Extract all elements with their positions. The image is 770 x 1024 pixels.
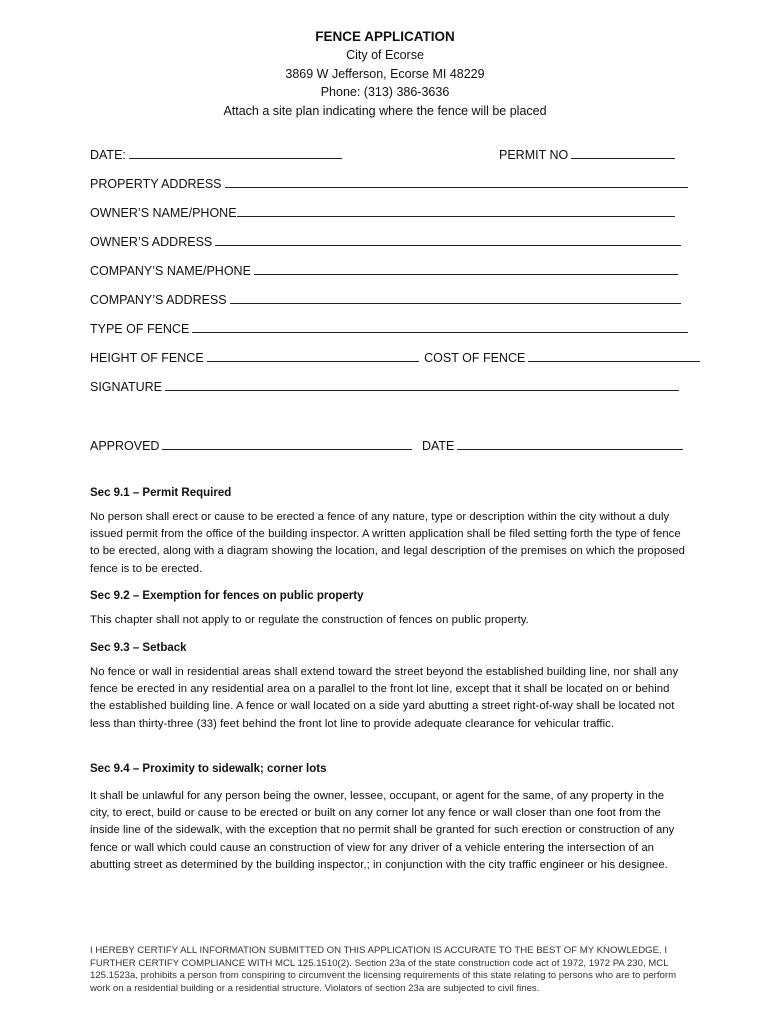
owner-name-phone-field[interactable] xyxy=(90,205,675,221)
signature-field[interactable] xyxy=(90,379,679,395)
fence-height-cost-field xyxy=(90,350,700,366)
company-address-blank[interactable] xyxy=(230,292,681,304)
owner-address-field[interactable] xyxy=(90,234,681,250)
site-plan-instruction: Attach a site plan indicating where the fence will be placed xyxy=(223,103,547,118)
permit-no-blank[interactable] xyxy=(571,147,675,159)
owner-name-phone-blank[interactable] xyxy=(237,205,675,217)
fence-type-blank[interactable] xyxy=(192,321,688,333)
owner-address-label: OWNER’S ADDRESS xyxy=(90,235,213,249)
approval-field xyxy=(90,438,683,454)
section-9-4-heading: Sec 9.4 – Proximity to sidewalk; corner lots xyxy=(90,763,327,775)
company-name-phone-field[interactable] xyxy=(90,263,678,279)
approved-label: APPROVED xyxy=(90,439,160,453)
section-9-4-body: It shall be unlawful for any person being the owner, lessee, occupant, or agent for the same, of any property in the city, to erect, build or cause to be erected or built on any corner lot any fence or wall closer than one foot from the inside line of the sidewalk, with the exception that no permit shall be granted for such erection or construction of any fence or wall which could cause an construction of view for any driver of a vehicle entering the intersection of an abutting street as determined by the building inspector,; in conjunction with the city traffic engineer or his designee. xyxy=(90,790,675,871)
fence-cost-label: COST OF FENCE xyxy=(424,351,526,365)
company-name-phone-label: COMPANY’S NAME/PHONE xyxy=(90,264,251,278)
fence-height-blank[interactable] xyxy=(207,350,419,362)
company-address-label: COMPANY’S ADDRESS xyxy=(90,293,227,307)
company-name-phone-blank[interactable] xyxy=(254,263,678,275)
property-address-field[interactable] xyxy=(90,176,688,192)
date-field[interactable] xyxy=(90,147,342,163)
document-title: FENCE APPLICATION xyxy=(315,29,455,44)
city-phone: Phone: (313) 386-3636 xyxy=(320,85,450,99)
approved-date-label: DATE xyxy=(421,439,455,453)
signature-blank[interactable] xyxy=(165,379,679,391)
section-9-1-heading: Sec 9.1 – Permit Required xyxy=(90,487,232,499)
company-address-field[interactable] xyxy=(90,292,681,308)
city-name: City of Ecorse xyxy=(346,48,424,62)
permit-no-field[interactable] xyxy=(499,147,675,163)
fence-cost-blank[interactable] xyxy=(528,350,700,362)
property-address-label: PROPERTY ADDRESS xyxy=(90,177,222,191)
permit-no-label: PERMIT NO xyxy=(499,148,569,162)
fence-height-label: HEIGHT OF FENCE xyxy=(90,351,204,365)
owner-address-blank[interactable] xyxy=(215,234,681,246)
section-9-1-body: No person shall erect or cause to be erected a fence of any nature, type or description within the city without a duly issued permit from the office of the building inspector. A written application shall be filed setting forth the type of fence to be erected, along with a diagram showing the location, and legal description of the premises on which the proposed fence is to be erected. xyxy=(90,511,685,575)
date-label: DATE: xyxy=(90,148,126,162)
property-address-blank[interactable] xyxy=(225,176,688,188)
fence-type-field[interactable] xyxy=(90,321,688,337)
city-address: 3869 W Jefferson, Ecorse MI 48229 xyxy=(285,66,485,81)
section-9-2-heading: Sec 9.2 – Exemption for fences on public property xyxy=(90,590,364,602)
signature-label: SIGNATURE xyxy=(90,380,162,394)
section-9-2-body: This chapter shall not apply to or regulate the construction of fences on public property. xyxy=(90,614,529,626)
date-blank[interactable] xyxy=(129,147,342,159)
approved-date-blank[interactable] xyxy=(457,438,683,450)
section-9-3-body: No fence or wall in residential areas shall extend toward the street beyond the established building line, nor shall any fence be erected in any residential area on a parallel to the front lot line, except that it shall be located on or behind the established building line. A fence or wall located on a side yard abutting a street right-of-way shall be located not less than thirty-three (33) feet behind the front lot line to provide adequate clearance for vehicular traffic. xyxy=(90,666,679,730)
approved-blank[interactable] xyxy=(162,438,412,450)
fence-type-label: TYPE OF FENCE xyxy=(90,322,190,336)
certification-statement: I HEREBY CERTIFY ALL INFORMATION SUBMITTED ON THIS APPLICATION IS ACCURATE TO THE BEST OF MY KNOWLEDGE. I FURTHER CERTIFY COMPLIANCE WITH MCL 125.1510(2). Section 23a of the state construction code act of 1972, 1972 PA 230, MCL 125.1523a, prohibits a person from conspiring to circumvent the licensing requirements of this state relating to persons who are to perform work on a residential building or a residential structure. Violators of section 23a are subjected to civil fines. xyxy=(90,945,677,994)
section-9-3-heading: Sec 9.3 – Setback xyxy=(90,642,187,654)
document-header xyxy=(0,28,770,120)
owner-name-phone-label: OWNER’S NAME/PHONE xyxy=(90,206,237,220)
